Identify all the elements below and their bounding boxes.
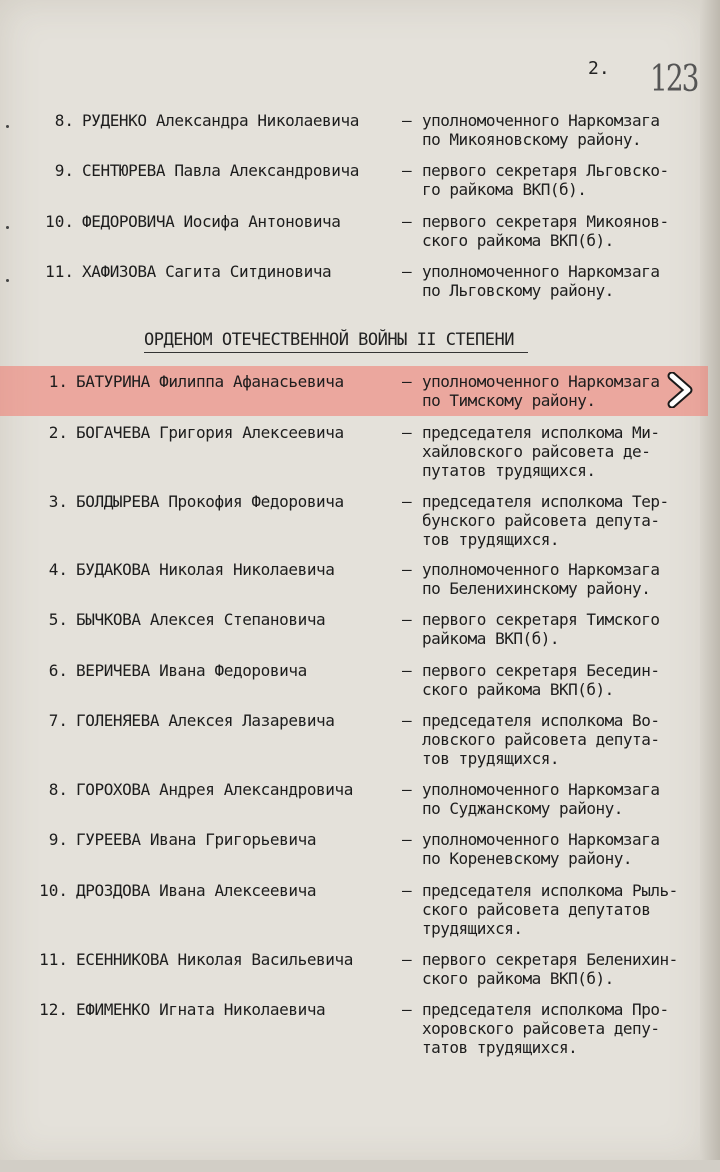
item-number: 3. [48, 492, 68, 511]
dash-separator: – [402, 492, 412, 511]
person-name: РУДЕНКО Александра Николаевича [82, 111, 359, 130]
item-number: 4. [48, 560, 68, 579]
dash-separator: – [402, 372, 412, 391]
position-description: председателя исполкома Рыль- ского райсовета депутатов трудящихся. [422, 881, 678, 938]
position-description: уполномоченного Наркомзага по Микояновскому району. [422, 111, 660, 149]
position-description: первого секретаря Тимского райкома ВКП(б). [422, 610, 660, 648]
position-description: уполномоченного Наркомзага по Беленихинскому району. [422, 560, 660, 598]
position-description: уполномоченного Наркомзага по Льговскому району. [422, 262, 660, 300]
margin-mark [6, 279, 9, 282]
dash-separator: – [402, 560, 412, 579]
item-number: 10. [39, 881, 68, 900]
dash-separator: – [402, 111, 412, 130]
dash-separator: – [402, 950, 412, 969]
person-name: БОЛДЫРЕВА Прокофия Федоровича [76, 492, 344, 511]
item-number: 12. [39, 1000, 68, 1019]
heading-underline [144, 352, 528, 353]
item-number: 8. [48, 780, 68, 799]
person-name: БОГАЧЕВА Григория Алексеевича [76, 423, 344, 442]
item-number: 9. [54, 161, 74, 180]
person-name: БЫЧКОВА Алексея Степановича [76, 610, 326, 629]
position-description: первого секретаря Беседин- ского райкома ВКП(б). [422, 661, 660, 699]
item-number: 10. [45, 212, 74, 231]
person-name: ГОЛЕНЯЕВА Алексея Лазаревича [76, 711, 335, 730]
person-name: БУДАКОВА Николая Николаевича [76, 560, 335, 579]
position-description: председателя исполкома Тер- бунского райсовета депута- тов трудящихся. [422, 492, 669, 549]
person-name: ХАФИЗОВА Сагита Ситдиновича [82, 262, 332, 281]
dash-separator: – [402, 423, 412, 442]
margin-mark [6, 226, 9, 229]
person-name: ФЕДОРОВИЧА Иосифа Антоновича [82, 212, 341, 231]
person-name: ДРОЗДОВА Ивана Алексеевича [76, 881, 317, 900]
chevron-right-icon [662, 372, 698, 408]
dash-separator: – [402, 610, 412, 629]
position-description: первого секретаря Беленихин- ского райкома ВКП(б). [422, 950, 678, 988]
page-edge [700, 0, 720, 1172]
page-number: 2. [588, 58, 610, 79]
dash-separator: – [402, 1000, 412, 1019]
person-name: ГУРЕЕВА Ивана Григорьевича [76, 830, 317, 849]
person-name: СЕНТЮРЕВА Павла Александровича [82, 161, 359, 180]
dash-separator: – [402, 262, 412, 281]
position-description: председателя исполкома Ми- хайловского райсовета де- путатов трудящихся. [422, 423, 660, 480]
position-description: первого секретаря Льговско- го райкома ВКП(б). [422, 161, 669, 199]
page-bottom-edge [0, 1160, 720, 1172]
position-description: первого секретаря Микоянов- ского райкома ВКП(б). [422, 212, 669, 250]
position-description: председателя исполкома Про- хоровского райсовета депу- татов трудящихся. [422, 1000, 669, 1057]
dash-separator: – [402, 881, 412, 900]
person-name: БАТУРИНА Филиппа Афанасьевича [76, 372, 344, 391]
position-description: уполномоченного Наркомзага по Кореневскому району. [422, 830, 660, 868]
archive-number: 123 [650, 57, 698, 100]
item-number: 2. [48, 423, 68, 442]
dash-separator: – [402, 780, 412, 799]
next-arrow-button[interactable] [660, 370, 700, 410]
item-number: 7. [48, 711, 68, 730]
item-number: 11. [45, 262, 74, 281]
margin-mark [6, 125, 9, 128]
dash-separator: – [402, 661, 412, 680]
dash-separator: – [402, 830, 412, 849]
item-number: 11. [39, 950, 68, 969]
position-description: уполномоченного Наркомзага по Тимскому району. [422, 372, 660, 410]
item-number: 8. [54, 111, 74, 130]
dash-separator: – [402, 212, 412, 231]
person-name: ЕФИМЕНКО Игната Николаевича [76, 1000, 326, 1019]
item-number: 9. [48, 830, 68, 849]
person-name: ЕСЕННИКОВА Николая Васильевича [76, 950, 353, 969]
position-description: председателя исполкома Во- ловского райсовета депута- тов трудящихся. [422, 711, 660, 768]
dash-separator: – [402, 161, 412, 180]
dash-separator: – [402, 711, 412, 730]
position-description: уполномоченного Наркомзага по Суджанскому району. [422, 780, 660, 818]
item-number: 1. [48, 372, 68, 391]
item-number: 5. [48, 610, 68, 629]
person-name: ГОРОХОВА Андрея Александровича [76, 780, 353, 799]
section-heading: ОРДЕНОМ ОТЕЧЕСТВЕННОЙ ВОЙНЫ II СТЕПЕНИ [144, 330, 514, 350]
item-number: 6. [48, 661, 68, 680]
person-name: ВЕРИЧЕВА Ивана Федоровича [76, 661, 307, 680]
